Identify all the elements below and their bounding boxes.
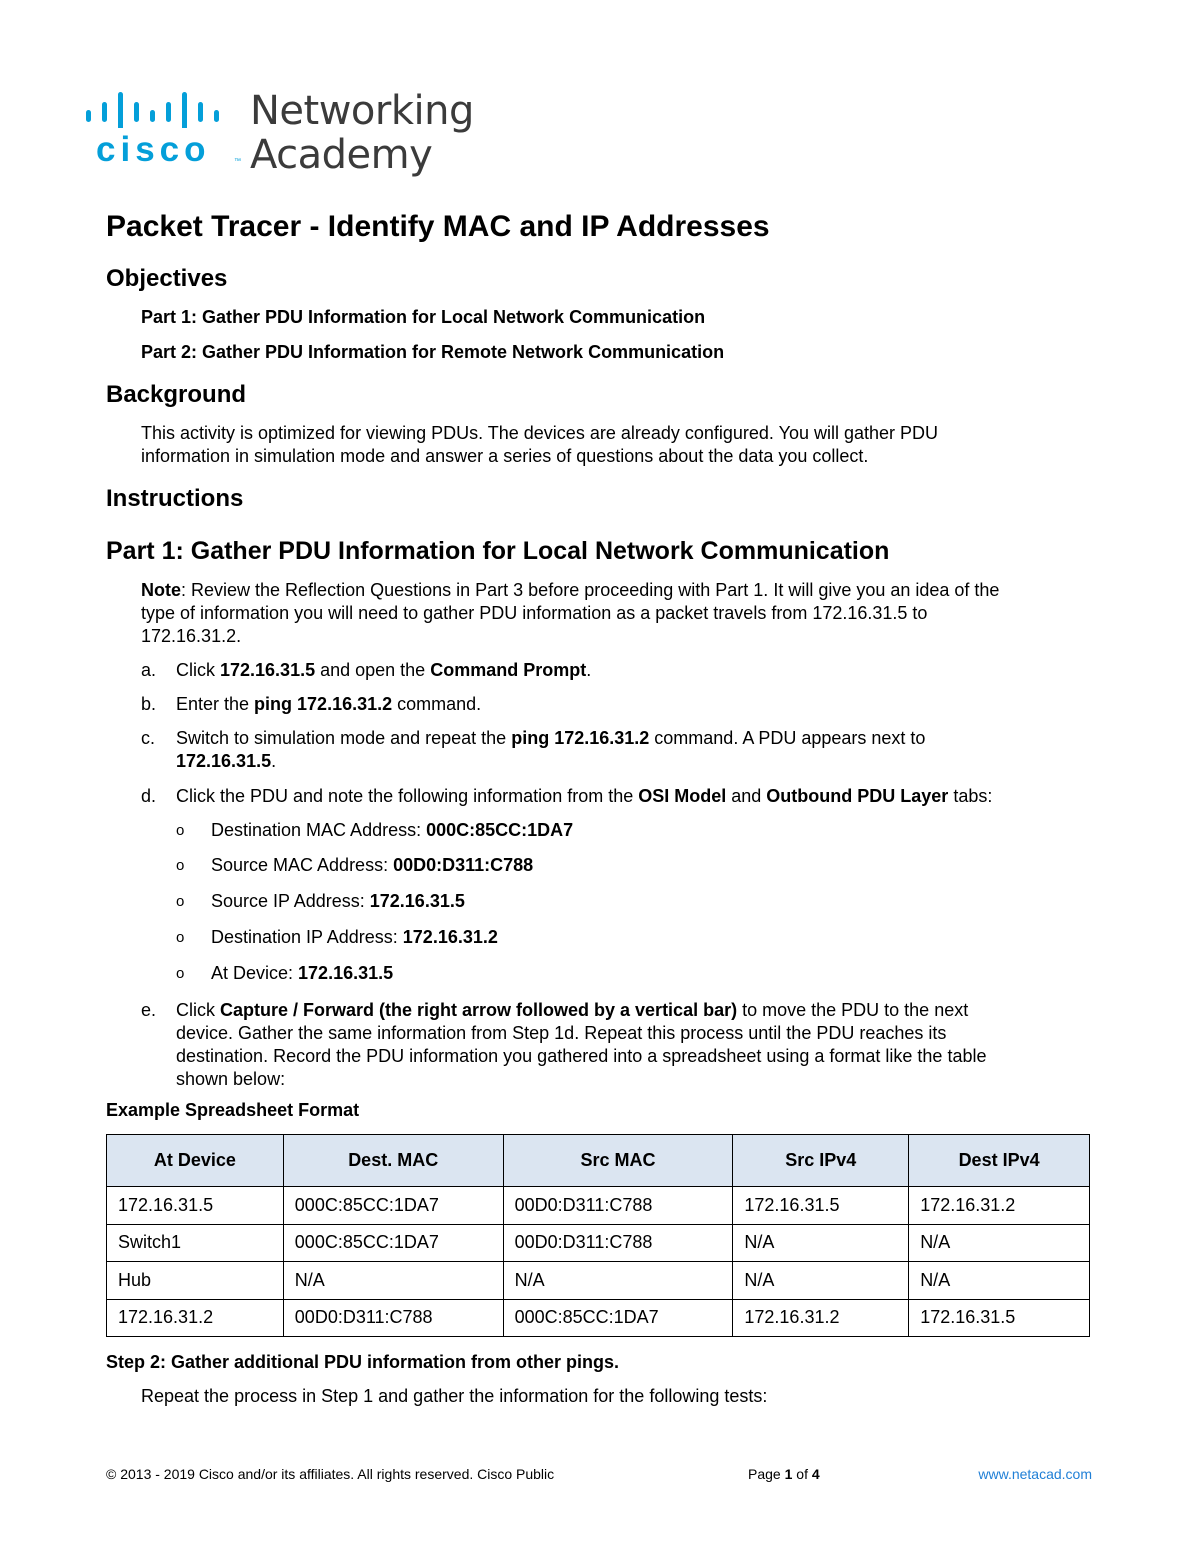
bullet-label: Source MAC Address: [211,855,394,875]
logo-academy-text: Academy [250,132,433,178]
step-a-text: Click [176,660,220,680]
table-cell: 172.16.31.2 [733,1299,909,1337]
bullet-marker: o [176,965,185,982]
table-row [107,1299,1090,1337]
note-paragraph [141,579,1091,648]
step-a-text: . [586,660,592,680]
note-label: Note [141,580,181,600]
table-cell: 172.16.31.5 [909,1299,1090,1337]
part1-heading: Part 1: Gather PDU Information for Local Network Communication [106,537,890,565]
page-prefix: Page [748,1466,785,1482]
step-a-ip: 172.16.31.5 [220,660,316,680]
spreadsheet-table [106,1134,1090,1337]
table-cell: N/A [909,1224,1090,1262]
bullet-marker: o [176,929,185,946]
table-cell: 172.16.31.2 [909,1187,1090,1225]
page-title: Packet Tracer - Identify MAC and IP Addresses [106,210,770,243]
step-marker: e. [141,1000,157,1020]
step-e-text: to move the PDU to the next [737,1000,969,1020]
objective-part1: Part 1: Gather PDU Information for Local Network Communication [141,307,706,327]
table-row [107,1224,1090,1262]
step-c-command: ping 172.16.31.2 [511,728,650,748]
step-e-line-3: destination. Record the PDU information you gathered into a spreadsheet using a format like the table [176,1046,987,1066]
table-cell: N/A [909,1262,1090,1300]
bullet-value: 00D0:D311:C788 [393,855,534,875]
page-total: 4 [811,1466,820,1482]
table-row [107,1262,1090,1300]
bullet-value: 172.16.31.2 [402,927,498,947]
table-header: Dest. MAC [283,1135,503,1187]
step2-text: Repeat the process in Step 1 and gather the information for the following tests: [141,1386,768,1406]
bullet-value: 172.16.31.5 [298,963,394,983]
step-c-text: command. A PDU appears next to [649,728,926,748]
step-marker: b. [141,694,157,714]
bullet-label: At Device: [211,963,299,983]
step-c-text: . [271,751,277,771]
table-cell: 172.16.31.5 [107,1187,284,1225]
step-d-text: tabs: [948,786,993,806]
note-line-3: 172.16.31.2. [141,626,242,646]
footer-url-link[interactable]: www.netacad.com [978,1466,1092,1482]
table-header: Dest IPv4 [909,1135,1090,1187]
table-cell: 000C:85CC:1DA7 [283,1187,503,1225]
table-caption: Example Spreadsheet Format [106,1100,360,1120]
bullet-value: 172.16.31.5 [369,891,465,911]
table-header: At Device [107,1135,284,1187]
step-marker: a. [141,660,157,680]
background-line-1: This activity is optimized for viewing PDUs. The devices are already configured. You will gather PDU [141,423,939,443]
step-e-line-4: shown below: [176,1069,286,1089]
table-cell: 000C:85CC:1DA7 [503,1299,733,1337]
table-cell: 00D0:D311:C788 [283,1299,503,1337]
objectives-heading: Objectives [106,265,228,292]
objective-part2: Part 2: Gather PDU Information for Remote Network Communication [141,342,725,362]
step-d-osi-model: OSI Model [638,786,727,806]
logo-networking-text: Networking [250,88,474,134]
step-b-text: Enter the [176,694,255,714]
background-text [141,422,1091,468]
note-line-1: : Review the Reflection Questions in Part 3 before proceeding with Part 1. It will give you an idea of the [181,580,1000,600]
table-cell: 000C:85CC:1DA7 [283,1224,503,1262]
cisco-networking-academy-logo [80,86,480,182]
table-cell: 172.16.31.2 [107,1299,284,1337]
step-e-text: Click [176,1000,220,1020]
step-b-command: ping 172.16.31.2 [254,694,393,714]
cisco-bars-icon [84,88,224,128]
footer-page-number [748,1466,820,1482]
table-cell: N/A [733,1262,909,1300]
background-heading: Background [106,381,247,408]
note-line-2: type of information you will need to gather PDU information as a packet travels from 172.16.31.5 to [141,603,928,623]
bullet-label: Destination MAC Address: [211,820,427,840]
footer-copyright: © 2013 - 2019 Cisco and/or its affiliates. All rights reserved. Cisco Public [106,1466,555,1482]
step-e-line-2: device. Gather the same information from Step 1d. Repeat this process until the PDU reaches its [176,1023,947,1043]
table-cell: 172.16.31.5 [733,1187,909,1225]
bullet-marker: o [176,857,185,874]
table-header: Src IPv4 [733,1135,909,1187]
step-a-command-prompt: Command Prompt [430,660,587,680]
step-d-outbound-pdu: Outbound PDU Layer [766,786,949,806]
trademark-mark: ™ [234,158,241,165]
table-cell: 00D0:D311:C788 [503,1187,733,1225]
step-e-capture-forward: Capture / Forward (the right arrow followed by a vertical bar) [220,1000,738,1020]
step-d-text: and [726,786,767,806]
table-cell: Hub [107,1262,284,1300]
step2-heading: Step 2: Gather additional PDU information from other pings. [106,1352,620,1372]
step-d-text: Click the PDU and note the following information from the [176,786,639,806]
table-header-row [107,1135,1090,1187]
bullet-label: Source IP Address: [211,891,370,911]
table-cell: N/A [503,1262,733,1300]
bullet-label: Destination IP Address: [211,927,403,947]
background-line-2: information in simulation mode and answer a series of questions about the data you collect. [141,446,869,466]
table-cell: Switch1 [107,1224,284,1262]
step-b-text: command. [392,694,482,714]
table-header: Src MAC [503,1135,733,1187]
step-marker: c. [141,728,156,748]
step-marker: d. [141,786,157,806]
table-cell: N/A [733,1224,909,1262]
step-a-text: and open the [315,660,431,680]
cisco-wordmark: cisco [96,130,211,169]
table-cell: 00D0:D311:C788 [503,1224,733,1262]
page-of: of [792,1466,812,1482]
step-c-ip: 172.16.31.5 [176,751,272,771]
page-current: 1 [784,1466,793,1482]
bullet-value: 000C:85CC:1DA7 [426,820,574,840]
table-cell: N/A [283,1262,503,1300]
table-row [107,1187,1090,1225]
bullet-marker: o [176,893,185,910]
instructions-heading: Instructions [106,485,244,512]
step-c-text: Switch to simulation mode and repeat the [176,728,512,748]
bullet-marker: o [176,822,185,839]
